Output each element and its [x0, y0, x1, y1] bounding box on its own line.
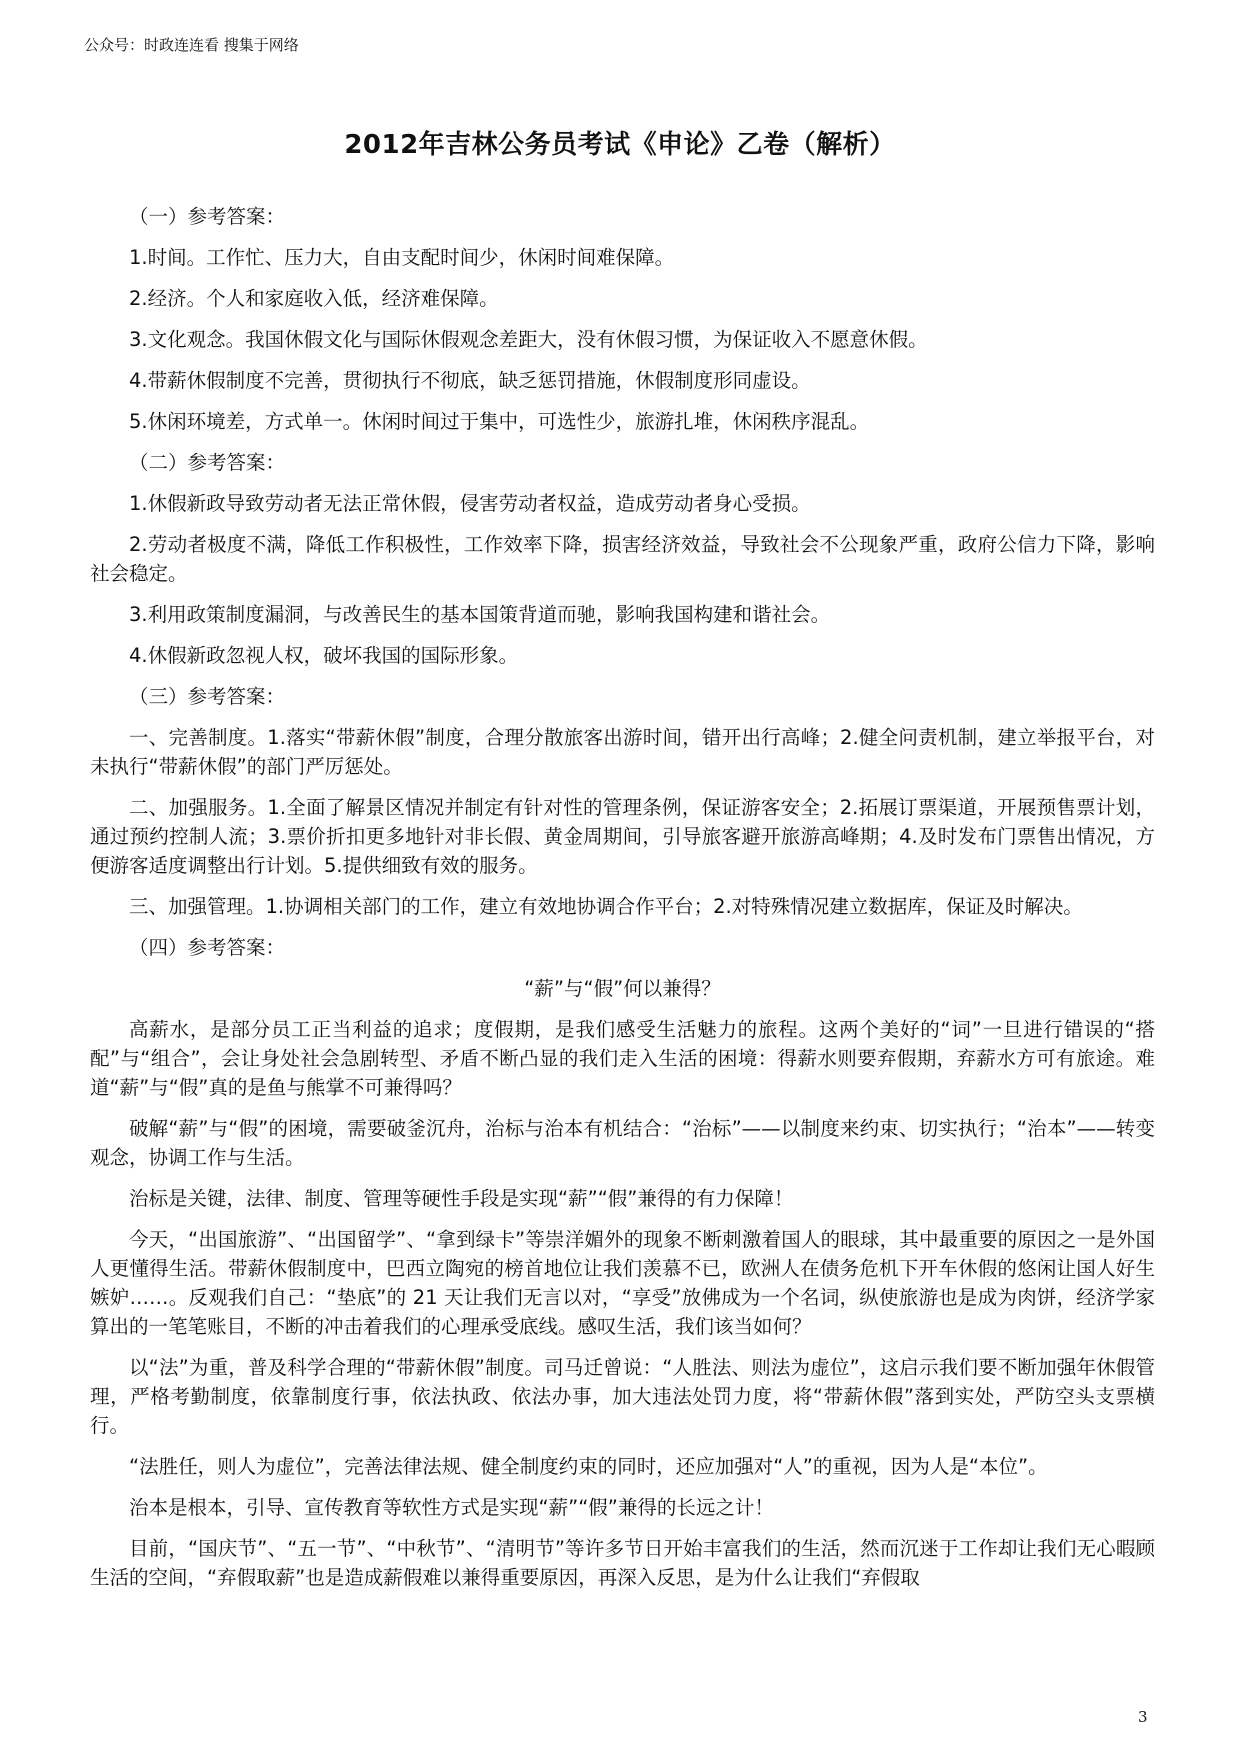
answer-item: 2.劳动者极度不满，降低工作积极性，工作效率下降，损害经济效益，导致社会不公现象严重，政府公信力下降，影响社会稳定。 [90, 533, 1155, 585]
essay-paragraph: 目前，“国庆节”、“五一节”、“中秋节”、“清明节”等许多节日开始丰富我们的生活，然而沉迷于工作却让我们无心暇顾生活的空间，“弃假取薪”也是造成薪假难以兼得重要原因，再深入反思，是为什么让我们“弃假取 [90, 1537, 1155, 1589]
essay-paragraph: 治标是关键，法律、制度、管理等硬性手段是实现“薪”“假”兼得的有力保障！ [129, 1187, 794, 1210]
header-note: 公众号：时政连连看 搜集于网络 [84, 36, 299, 54]
section-heading-2: （二）参考答案： [129, 451, 286, 474]
page-number: 3 [1138, 1708, 1148, 1726]
answer-item: 4.带薪休假制度不完善，贯彻执行不彻底，缺乏惩罚措施，休假制度形同虚设。 [129, 369, 811, 392]
essay-paragraph: 破解“薪”与“假”的困境，需要破釜沉舟，治标与治本有机结合：“治标”——以制度来约束、切实执行；“治本”——转变观念，协调工作与生活。 [90, 1117, 1155, 1169]
answer-item: 5.休闲环境差，方式单一。休闲时间过于集中，可选性少，旅游扎堆，休闲秩序混乱。 [129, 410, 870, 433]
essay-paragraph: 治本是根本，引导、宣传教育等软性方式是实现“薪”“假”兼得的长远之计！ [129, 1496, 774, 1519]
answer-item: 4.休假新政忽视人权，破坏我国的国际形象。 [129, 644, 519, 667]
essay-title: “薪”与“假”何以兼得？ [524, 977, 721, 1000]
answer-item: 1.休假新政导致劳动者无法正常休假，侵害劳动者权益，造成劳动者身心受损。 [129, 492, 811, 515]
answer-item: 三、加强管理。1.协调相关部门的工作，建立有效地协调合作平台；2.对特殊情况建立数据库，保证及时解决。 [129, 895, 1083, 918]
answer-item: 一、完善制度。1.落实“带薪休假”制度，合理分散旅客出游时间，错开出行高峰；2.健全问责机制，建立举报平台，对未执行“带薪休假”的部门严厉惩处。 [90, 726, 1155, 778]
answer-item: 二、加强服务。1.全面了解景区情况并制定有针对性的管理条例，保证游客安全；2.拓展订票渠道，开展预售票计划，通过预约控制人流；3.票价折扣更多地针对非长假、黄金周期间，引导旅客避开旅游高峰期；4.及时发布门票售出情况，方便游客适度调整出行计划。5.提供细致有效的服务。 [90, 796, 1155, 877]
answer-item: 3.文化观念。我国休假文化与国际休假观念差距大，没有休假习惯，为保证收入不愿意休假。 [129, 328, 928, 351]
essay-paragraph: 高薪水，是部分员工正当利益的追求；度假期，是我们感受生活魅力的旅程。这两个美好的“词”一旦进行错误的“搭配”与“组合”，会让身处社会急剧转型、矛盾不断凸显的我们走入生活的困境：得薪水则要弃假期，弃薪水方可有旅途。难道“薪”与“假”真的是鱼与熊掌不可兼得吗？ [90, 1018, 1155, 1099]
answer-item: 3.利用政策制度漏洞，与改善民生的基本国策背道而驰，影响我国构建和谐社会。 [129, 603, 831, 626]
section-heading-1: （一）参考答案： [129, 205, 286, 228]
essay-paragraph: “法胜任，则人为虚位”，完善法律法规、健全制度约束的同时，还应加强对“人”的重视，因为人是“本位”。 [129, 1455, 1048, 1478]
document-title: 2012年吉林公务员考试《申论》乙卷（解析） [344, 130, 896, 160]
section-heading-4: （四）参考答案： [129, 936, 286, 959]
section-heading-3: （三）参考答案： [129, 685, 286, 708]
essay-paragraph: 以“法”为重，普及科学合理的“带薪休假”制度。司马迁曾说：“人胜法、则法为虚位”，这启示我们要不断加强年休假管理，严格考勤制度，依靠制度行事，依法执政、依法办事，加大违法处罚力度，将“带薪休假”落到实处，严防空头支票横行。 [90, 1356, 1155, 1437]
answer-item: 2.经济。个人和家庭收入低，经济难保障。 [129, 287, 499, 310]
answer-item: 1.时间。工作忙、压力大，自由支配时间少，休闲时间难保障。 [129, 246, 675, 269]
document-body [90, 202, 1155, 1604]
essay-paragraph: 今天，“出国旅游”、“出国留学”、“拿到绿卡”等崇洋媚外的现象不断刺激着国人的眼球，其中最重要的原因之一是外国人更懂得生活。带薪休假制度中，巴西立陶宛的榜首地位让我们羡慕不已，欧洲人在债务危机下开车休假的悠闲让国人好生嫉妒……。反观我们自己：“垫底”的 21 天让我们无言以对，“享受”放佛成为一个名词，纵使旅游也是成为肉饼，经济学家算出的一笔笔账目，不断的冲击着我们的心理承受底线。感叹生活，我们该当如何？ [90, 1228, 1155, 1338]
